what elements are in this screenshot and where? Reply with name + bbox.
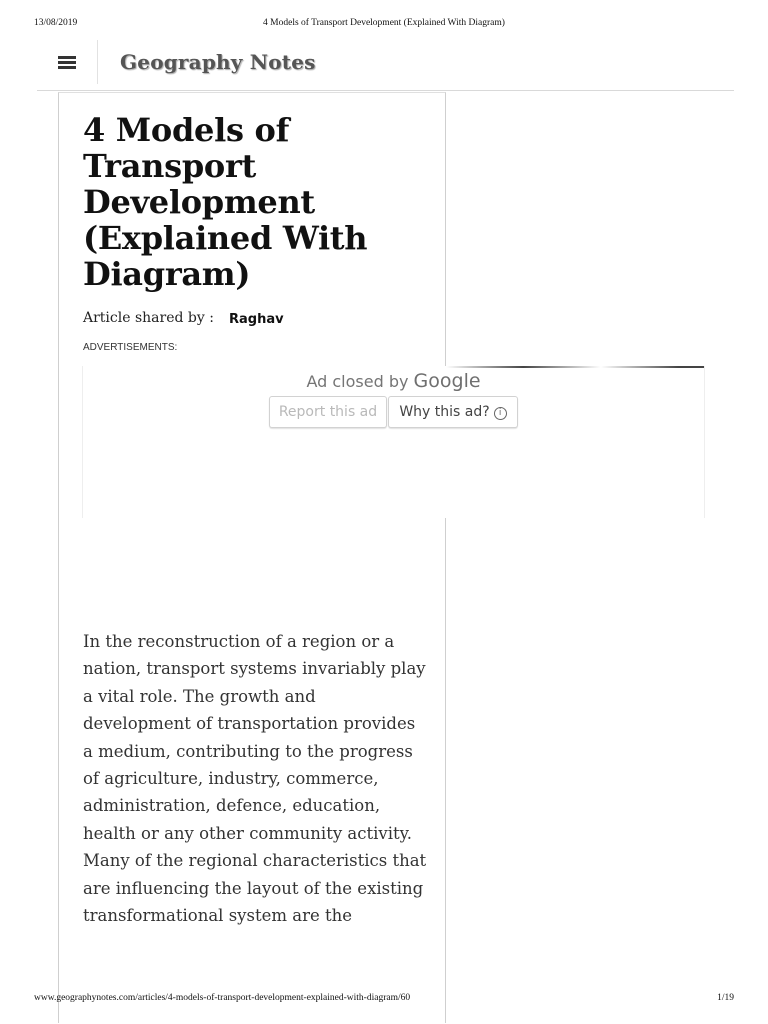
print-doc-title: 4 Models of Transport Development (Explained With Diagram) bbox=[263, 18, 505, 28]
ad-closed-message bbox=[83, 370, 704, 392]
print-footer bbox=[34, 993, 734, 1005]
site-header bbox=[37, 40, 734, 91]
google-brand: Google bbox=[413, 370, 481, 392]
byline bbox=[83, 310, 284, 327]
info-icon: i bbox=[494, 407, 507, 420]
article-body: In the reconstruction of a region or a nation, transport systems invariably play a vital role. The growth and development of transportation provides a medium, contributing to the progress of agriculture, industry, commerce, administration, defence, education, health or any other community activity. Many of the regional characteristics that are influencing the layout of the existing transformational system are the bbox=[83, 632, 427, 926]
advertisements-label: ADVERTISEMENTS: bbox=[83, 342, 178, 353]
print-date: 13/08/2019 bbox=[34, 18, 78, 28]
page-number: 1/19 bbox=[717, 993, 734, 1003]
ad-frame bbox=[82, 366, 705, 518]
why-this-ad-label: Why this ad? bbox=[399, 404, 490, 420]
print-header bbox=[34, 18, 734, 30]
site-title[interactable]: Geography Notes bbox=[120, 50, 316, 74]
author-link[interactable]: Raghav bbox=[229, 312, 284, 327]
article-title: 4 Models of Transport Development (Explained With Diagram) bbox=[83, 111, 368, 293]
report-ad-button[interactable]: Report this ad bbox=[269, 396, 387, 428]
print-url: www.geographynotes.com/articles/4-models-of-transport-development-explained-with-diagram/60 bbox=[34, 993, 411, 1003]
hamburger-menu-icon[interactable] bbox=[37, 40, 98, 84]
why-this-ad-button[interactable] bbox=[388, 396, 518, 428]
ad-top-line bbox=[446, 366, 704, 368]
ad-closed-prefix: Ad closed by bbox=[306, 372, 409, 391]
shared-by-label: Article shared by : bbox=[83, 310, 214, 326]
